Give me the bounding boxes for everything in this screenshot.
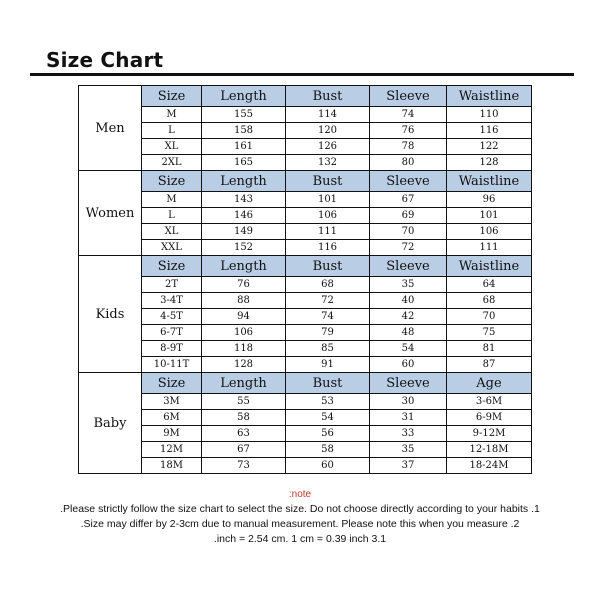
note-line-2: .Size may differ by 2-3cm due to manual measurement. Please note this when you measure .2	[80, 518, 520, 530]
table-cell-age: 3-6M	[447, 394, 532, 410]
table-cell-size: L	[142, 208, 202, 224]
table-cell-sleeve: 80	[370, 155, 447, 171]
table-cell-sleeve: 33	[370, 426, 447, 442]
table-cell-sleeve: 30	[370, 394, 447, 410]
table-cell-bust: 68	[286, 277, 370, 293]
column-header-size: Size	[142, 373, 202, 394]
table-cell-length: 152	[202, 240, 286, 256]
table-cell-size: 6-7T	[142, 325, 202, 341]
column-header-length: Length	[202, 86, 286, 107]
table-cell-length: 76	[202, 277, 286, 293]
table-cell-bust: 126	[286, 139, 370, 155]
table-cell-waistline: 111	[447, 240, 532, 256]
title-divider	[30, 73, 574, 76]
table-cell-length: 73	[202, 458, 286, 474]
table-cell-sleeve: 70	[370, 224, 447, 240]
column-header-sleeve: Sleeve	[370, 171, 447, 192]
table-cell-length: 146	[202, 208, 286, 224]
table-cell-length: 106	[202, 325, 286, 341]
table-cell-waistline: 128	[447, 155, 532, 171]
column-header-sleeve: Sleeve	[370, 373, 447, 394]
table-cell-sleeve: 76	[370, 123, 447, 139]
table-cell-size: M	[142, 107, 202, 123]
table-cell-age: 9-12M	[447, 426, 532, 442]
table-cell-age: 12-18M	[447, 442, 532, 458]
column-header-bust: Bust	[286, 256, 370, 277]
table-cell-length: 158	[202, 123, 286, 139]
table-cell-bust: 56	[286, 426, 370, 442]
table-row	[79, 394, 532, 410]
table-cell-length: 128	[202, 357, 286, 373]
table-cell-bust: 120	[286, 123, 370, 139]
column-header-waistline: Waistline	[447, 86, 532, 107]
table-cell-size: 8-9T	[142, 341, 202, 357]
table-cell-bust: 58	[286, 442, 370, 458]
table-cell-waistline: 75	[447, 325, 532, 341]
table-cell-bust: 91	[286, 357, 370, 373]
table-row	[79, 240, 532, 256]
table-cell-waistline: 68	[447, 293, 532, 309]
table-cell-size: 4-5T	[142, 309, 202, 325]
size-chart-table	[78, 85, 532, 474]
table-row	[79, 426, 532, 442]
table-cell-waistline: 106	[447, 224, 532, 240]
notes-title: :note	[288, 489, 312, 500]
table-cell-size: 9M	[142, 426, 202, 442]
group-label-women: Women	[79, 171, 142, 256]
group-label-men: Men	[79, 86, 142, 171]
table-cell-size: M	[142, 192, 202, 208]
table-cell-sleeve: 72	[370, 240, 447, 256]
table-cell-bust: 74	[286, 309, 370, 325]
table-row	[79, 293, 532, 309]
table-cell-waistline: 116	[447, 123, 532, 139]
table-cell-bust: 53	[286, 394, 370, 410]
table-cell-length: 55	[202, 394, 286, 410]
table-row	[79, 341, 532, 357]
table-row	[79, 139, 532, 155]
table-row	[79, 224, 532, 240]
column-header-waistline: Waistline	[447, 171, 532, 192]
table-cell-bust: 106	[286, 208, 370, 224]
column-header-length: Length	[202, 373, 286, 394]
table-cell-size: 3-4T	[142, 293, 202, 309]
column-header-size: Size	[142, 86, 202, 107]
table-cell-length: 94	[202, 309, 286, 325]
table-cell-bust: 79	[286, 325, 370, 341]
table-cell-length: 118	[202, 341, 286, 357]
table-cell-bust: 111	[286, 224, 370, 240]
table-cell-sleeve: 37	[370, 458, 447, 474]
group-label-kids: Kids	[79, 256, 142, 373]
table-cell-sleeve: 78	[370, 139, 447, 155]
table-cell-size: XXL	[142, 240, 202, 256]
table-row	[79, 155, 532, 171]
table-cell-size: 2XL	[142, 155, 202, 171]
table-cell-sleeve: 40	[370, 293, 447, 309]
table-cell-waistline: 101	[447, 208, 532, 224]
table-cell-length: 155	[202, 107, 286, 123]
table-row	[79, 309, 532, 325]
table-cell-size: 12M	[142, 442, 202, 458]
table-cell-length: 165	[202, 155, 286, 171]
note-line-3: .inch = 2.54 cm. 1 cm = 0.39 inch 3.1	[213, 533, 387, 545]
table-cell-size: L	[142, 123, 202, 139]
table-cell-sleeve: 31	[370, 410, 447, 426]
column-header-age: Age	[447, 373, 532, 394]
table-cell-bust: 54	[286, 410, 370, 426]
table-row	[79, 277, 532, 293]
table-cell-waistline: 110	[447, 107, 532, 123]
note-line-1: .Please strictly follow the size chart to select the size. Do not choose directly according to your habits .1	[60, 503, 540, 515]
table-cell-bust: 132	[286, 155, 370, 171]
table-cell-length: 143	[202, 192, 286, 208]
table-cell-sleeve: 67	[370, 192, 447, 208]
table-cell-size: 18M	[142, 458, 202, 474]
table-row	[79, 208, 532, 224]
column-header-size: Size	[142, 256, 202, 277]
column-header-size: Size	[142, 171, 202, 192]
table-cell-size: XL	[142, 224, 202, 240]
table-cell-length: 67	[202, 442, 286, 458]
table-row	[79, 458, 532, 474]
column-header-length: Length	[202, 171, 286, 192]
column-header-sleeve: Sleeve	[370, 86, 447, 107]
table-row	[79, 192, 532, 208]
table-cell-sleeve: 69	[370, 208, 447, 224]
table-cell-bust: 116	[286, 240, 370, 256]
column-header-waistline: Waistline	[447, 256, 532, 277]
page-title: Size Chart	[46, 48, 164, 72]
table-cell-waistline: 81	[447, 341, 532, 357]
table-cell-sleeve: 60	[370, 357, 447, 373]
table-cell-sleeve: 54	[370, 341, 447, 357]
notes-block	[0, 487, 600, 547]
table-cell-waistline: 96	[447, 192, 532, 208]
header-row-women	[79, 171, 532, 192]
table-cell-size: 6M	[142, 410, 202, 426]
table-cell-age: 6-9M	[447, 410, 532, 426]
table-cell-bust: 114	[286, 107, 370, 123]
table-cell-sleeve: 74	[370, 107, 447, 123]
header-row-baby	[79, 373, 532, 394]
column-header-bust: Bust	[286, 171, 370, 192]
table-cell-length: 149	[202, 224, 286, 240]
table-cell-sleeve: 35	[370, 442, 447, 458]
table-cell-waistline: 64	[447, 277, 532, 293]
table-cell-size: 10-11T	[142, 357, 202, 373]
table-row	[79, 410, 532, 426]
table-cell-length: 161	[202, 139, 286, 155]
table-cell-size: 3M	[142, 394, 202, 410]
table-row	[79, 107, 532, 123]
column-header-bust: Bust	[286, 373, 370, 394]
table-cell-bust: 101	[286, 192, 370, 208]
table-cell-length: 58	[202, 410, 286, 426]
table-row	[79, 357, 532, 373]
table-cell-waistline: 70	[447, 309, 532, 325]
header-row-kids	[79, 256, 532, 277]
table-row	[79, 442, 532, 458]
column-header-bust: Bust	[286, 86, 370, 107]
table-cell-age: 18-24M	[447, 458, 532, 474]
table-cell-sleeve: 42	[370, 309, 447, 325]
table-cell-length: 88	[202, 293, 286, 309]
table-row	[79, 123, 532, 139]
table-cell-waistline: 87	[447, 357, 532, 373]
table-cell-bust: 72	[286, 293, 370, 309]
table-cell-waistline: 122	[447, 139, 532, 155]
column-header-sleeve: Sleeve	[370, 256, 447, 277]
table-cell-bust: 85	[286, 341, 370, 357]
column-header-length: Length	[202, 256, 286, 277]
table-cell-bust: 60	[286, 458, 370, 474]
table-cell-size: XL	[142, 139, 202, 155]
group-label-baby: Baby	[79, 373, 142, 474]
header-row-men	[79, 86, 532, 107]
table-cell-size: 2T	[142, 277, 202, 293]
table-cell-length: 63	[202, 426, 286, 442]
table-row	[79, 325, 532, 341]
table-cell-sleeve: 35	[370, 277, 447, 293]
table-cell-sleeve: 48	[370, 325, 447, 341]
